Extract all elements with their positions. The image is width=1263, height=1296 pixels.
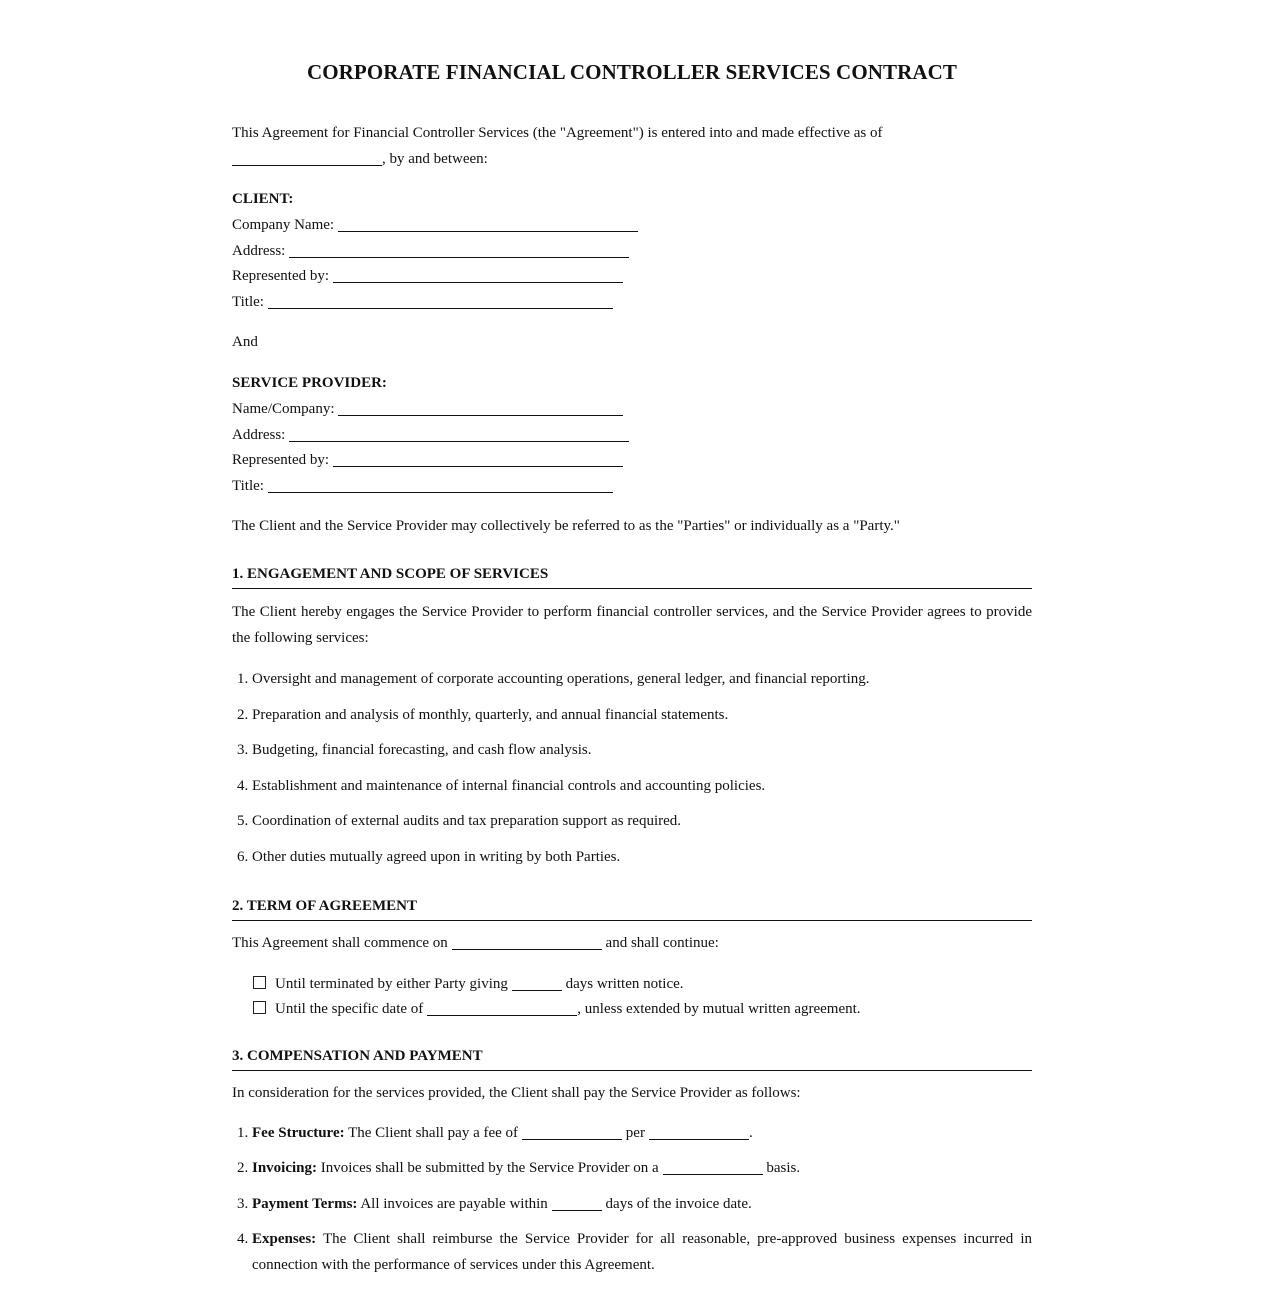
client-represented-row [232, 263, 1032, 289]
effective-date-field[interactable] [232, 149, 382, 166]
fee-label: Fee Structure: [252, 1124, 345, 1141]
commence-date-field[interactable] [452, 933, 602, 950]
payment-after-text: days of the invoice date. [605, 1195, 752, 1212]
client-company-field[interactable] [338, 215, 638, 232]
fee-per-text: per [625, 1124, 645, 1141]
fee-amount-field[interactable] [522, 1123, 622, 1140]
client-address-field[interactable] [289, 241, 629, 258]
document-title: CORPORATE FINANCIAL CONTROLLER SERVICES CONTRACT [306, 60, 958, 84]
fee-period-field[interactable] [649, 1123, 749, 1140]
provider-heading: SERVICE PROVIDER: [232, 375, 387, 391]
client-title-label: Title: [232, 293, 264, 310]
expenses-label: Expenses: [252, 1231, 317, 1247]
commence-row [232, 930, 1032, 956]
services-list [232, 666, 1032, 870]
notice-checkbox[interactable] [253, 976, 266, 989]
section-3-heading: 3. COMPENSATION AND PAYMENT [232, 1045, 1032, 1071]
section-1-intro: The Client hereby engages the Service Provider to perform financial controller services, and the Service Provider agrees to provide the following services: [232, 604, 1032, 646]
section-1-heading: 1. ENGAGEMENT AND SCOPE OF SERVICES [232, 563, 1032, 589]
provider-address-row [232, 422, 1032, 448]
provider-company-label: Name/Company: [232, 401, 335, 417]
client-title-field[interactable] [268, 292, 613, 309]
term-option-date [232, 996, 1032, 1021]
invoicing-label: Invoicing: [252, 1160, 318, 1176]
notice-days-field[interactable] [512, 974, 562, 991]
fee-end-text: . [748, 1124, 753, 1141]
intro-paragraph [232, 120, 1032, 172]
provider-title-row [232, 473, 1032, 499]
list-item [252, 1120, 1032, 1146]
specific-date-checkbox[interactable] [253, 1001, 266, 1014]
section-3-intro: In consideration for the services provided, the Client shall pay the Service Provider as follows: [232, 1084, 801, 1101]
provider-title-label: Title: [232, 477, 264, 494]
term-option-notice [232, 971, 1032, 996]
provider-represented-row [232, 447, 1032, 473]
list-item: 2. Preparation and analysis of monthly, quarterly, and annual financial statements. [252, 702, 1032, 728]
list-item [252, 1155, 1032, 1181]
payment-label: Payment Terms: [252, 1195, 358, 1212]
provider-address-label: Address: [232, 426, 286, 443]
list-item [252, 1226, 1032, 1278]
option2-before-text: Until the specific date of [275, 1000, 424, 1017]
client-heading: CLIENT: [232, 191, 294, 207]
parties-paragraph: The Client and the Service Provider may collectively be referred to as the "Parties" or individually as a "Party." [232, 518, 900, 534]
contract-document [232, 0, 1032, 1278]
compensation-list [232, 1120, 1032, 1279]
payment-days-field[interactable] [552, 1194, 602, 1211]
section-2-heading: 2. TERM OF AGREEMENT [232, 895, 1032, 921]
client-represented-label: Represented by: [232, 268, 330, 284]
list-item: 4. Establishment and maintenance of internal financial controls and accounting policies. [252, 773, 1032, 799]
provider-company-row [232, 396, 1032, 422]
invoicing-frequency-field[interactable] [663, 1158, 763, 1175]
option1-before-text: Until terminated by either Party giving [275, 975, 508, 992]
commence-before-text: This Agreement shall commence on [232, 934, 448, 951]
client-title-row [232, 289, 1032, 315]
option2-after-text: , unless extended by mutual written agreement. [577, 1000, 861, 1017]
client-company-label: Company Name: [232, 217, 335, 233]
invoicing-before-text: Invoices shall be submitted by the Service Provider on a [320, 1160, 659, 1176]
payment-before-text: All invoices are payable within [360, 1195, 548, 1212]
provider-address-field[interactable] [289, 425, 629, 442]
list-item: 1. Oversight and management of corporate accounting operations, general ledger, and financial reporting. [252, 666, 1032, 692]
invoicing-after-text: basis. [766, 1160, 801, 1176]
commence-after-text: and shall continue: [605, 934, 719, 951]
list-item [252, 1191, 1032, 1217]
and-text: And [232, 334, 258, 350]
provider-represented-field[interactable] [333, 450, 623, 467]
client-address-row [232, 238, 1032, 264]
option1-after-text: days written notice. [565, 975, 684, 992]
client-address-label: Address: [232, 242, 286, 259]
fee-before-text: The Client shall pay a fee of [348, 1124, 519, 1141]
provider-title-field[interactable] [268, 476, 613, 493]
provider-represented-label: Represented by: [232, 452, 330, 468]
list-item: 6. Other duties mutually agreed upon in writing by both Parties. [252, 844, 1032, 870]
list-item: 3. Budgeting, financial forecasting, and cash flow analysis. [252, 737, 1032, 763]
client-company-row [232, 212, 1032, 238]
list-item: 5. Coordination of external audits and tax preparation support as required. [252, 808, 1032, 834]
intro-after-blank: , by and between: [382, 151, 488, 167]
expenses-text: The Client shall reimburse the Service Provider for all reasonable, pre-approved business expenses incurred in connection with the performance of services under this Agreement. [252, 1231, 1033, 1273]
intro-text: This Agreement for Financial Controller Services (the "Agreement") is entered into and made effective as of [232, 125, 883, 141]
client-represented-field[interactable] [333, 266, 623, 283]
provider-company-field[interactable] [338, 399, 623, 416]
end-date-field[interactable] [427, 999, 577, 1016]
